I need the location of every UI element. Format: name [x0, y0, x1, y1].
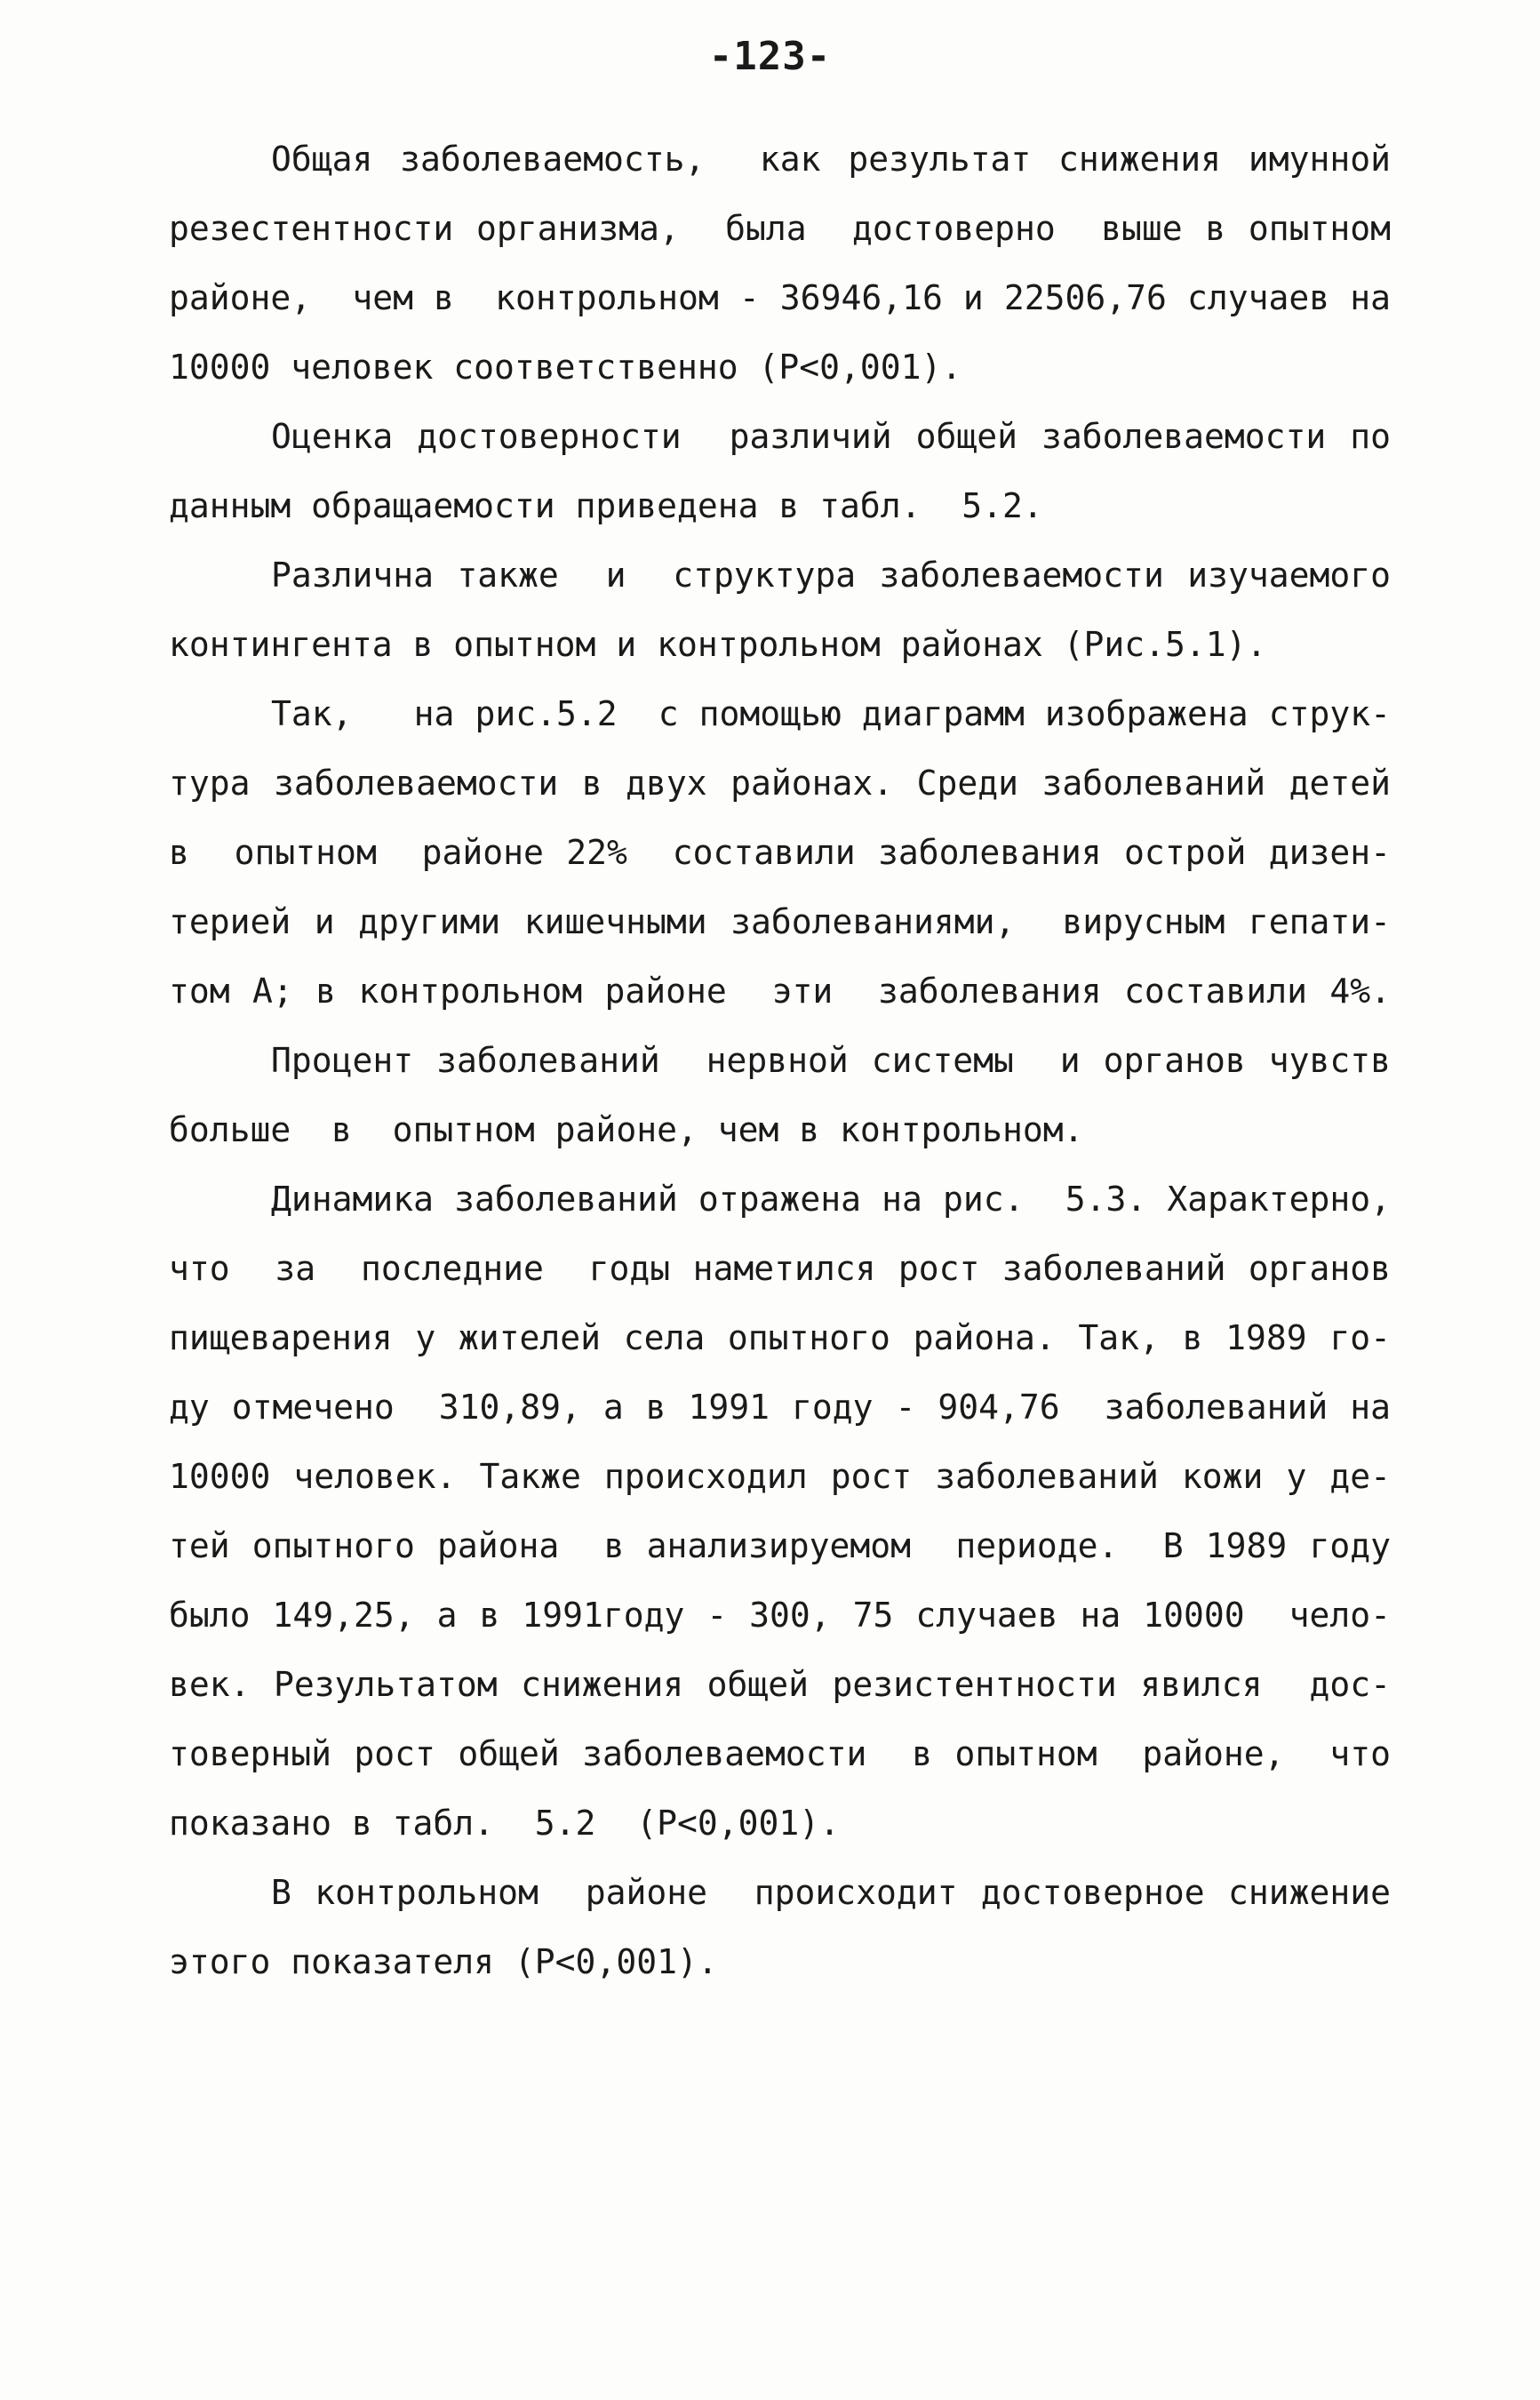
page-number: -123- [708, 34, 832, 79]
text-line: Оценка достоверности различий общей заболеваемости по [271, 417, 1391, 456]
text-line: показано в табл. 5.2 (P<0,001). [169, 1804, 840, 1843]
text-line: В контрольном районе происходит достоверное снижение [271, 1873, 1391, 1912]
text-line: резестентности организма, была достоверно выше в опытном [169, 209, 1391, 248]
text-line: тей опытного района в анализируемом периоде. В 1989 году [169, 1526, 1391, 1565]
text-line: век. Результатом снижения общей резистентности явился дос- [169, 1665, 1391, 1704]
text-line: районе, чем в контрольном - 36946,16 и 22506,76 случаев на [169, 278, 1391, 317]
text-line: больше в опытном районе, чем в контрольном. [169, 1110, 1084, 1149]
text-line: 10000 человек соответственно (P<0,001). [169, 348, 962, 387]
text-line: ду отмечено 310,89, а в 1991 году - 904,76 заболеваний на [169, 1388, 1391, 1427]
text-line: было 149,25, а в 1991году - 300, 75 случаев на 10000 чело- [169, 1596, 1391, 1635]
text-line: Так, на рис.5.2 с помощью диаграмм изображена струк- [271, 694, 1391, 733]
body-text [169, 124, 1391, 1996]
text-line: в опытном районе 22% составили заболевания острой дизен- [169, 833, 1391, 872]
text-line: терией и другими кишечными заболеваниями, вирусным гепати- [169, 902, 1391, 941]
text-line: 10000 человек. Также происходил рост заболеваний кожи у де- [169, 1457, 1391, 1496]
text-line: том А; в контрольном районе эти заболевания составили 4%. [169, 972, 1391, 1011]
text-line: этого показателя (P<0,001). [169, 1942, 718, 1981]
text-line: Общая заболеваемость, как результат снижения имунной [271, 140, 1391, 179]
text-line: что за последние годы наметился рост заболеваний органов [169, 1249, 1391, 1288]
text-line: контингента в опытном и контрольном районах (Рис.5.1). [169, 625, 1267, 664]
text-line: пищеварения у жителей села опытного района. Так, в 1989 го- [169, 1318, 1391, 1357]
text-line: Динамика заболеваний отражена на рис. 5.3. Характерно, [271, 1180, 1391, 1219]
text-line: Процент заболеваний нервной системы и органов чувств [271, 1041, 1391, 1080]
text-line: данным обращаемости приведена в табл. 5.2. [169, 486, 1043, 525]
text-line: Различна также и структура заболеваемости изучаемого [271, 556, 1391, 595]
text-line: товерный рост общей заболеваемости в опытном районе, что [169, 1734, 1391, 1773]
text-line: тура заболеваемости в двух районах. Среди заболеваний детей [169, 764, 1391, 803]
